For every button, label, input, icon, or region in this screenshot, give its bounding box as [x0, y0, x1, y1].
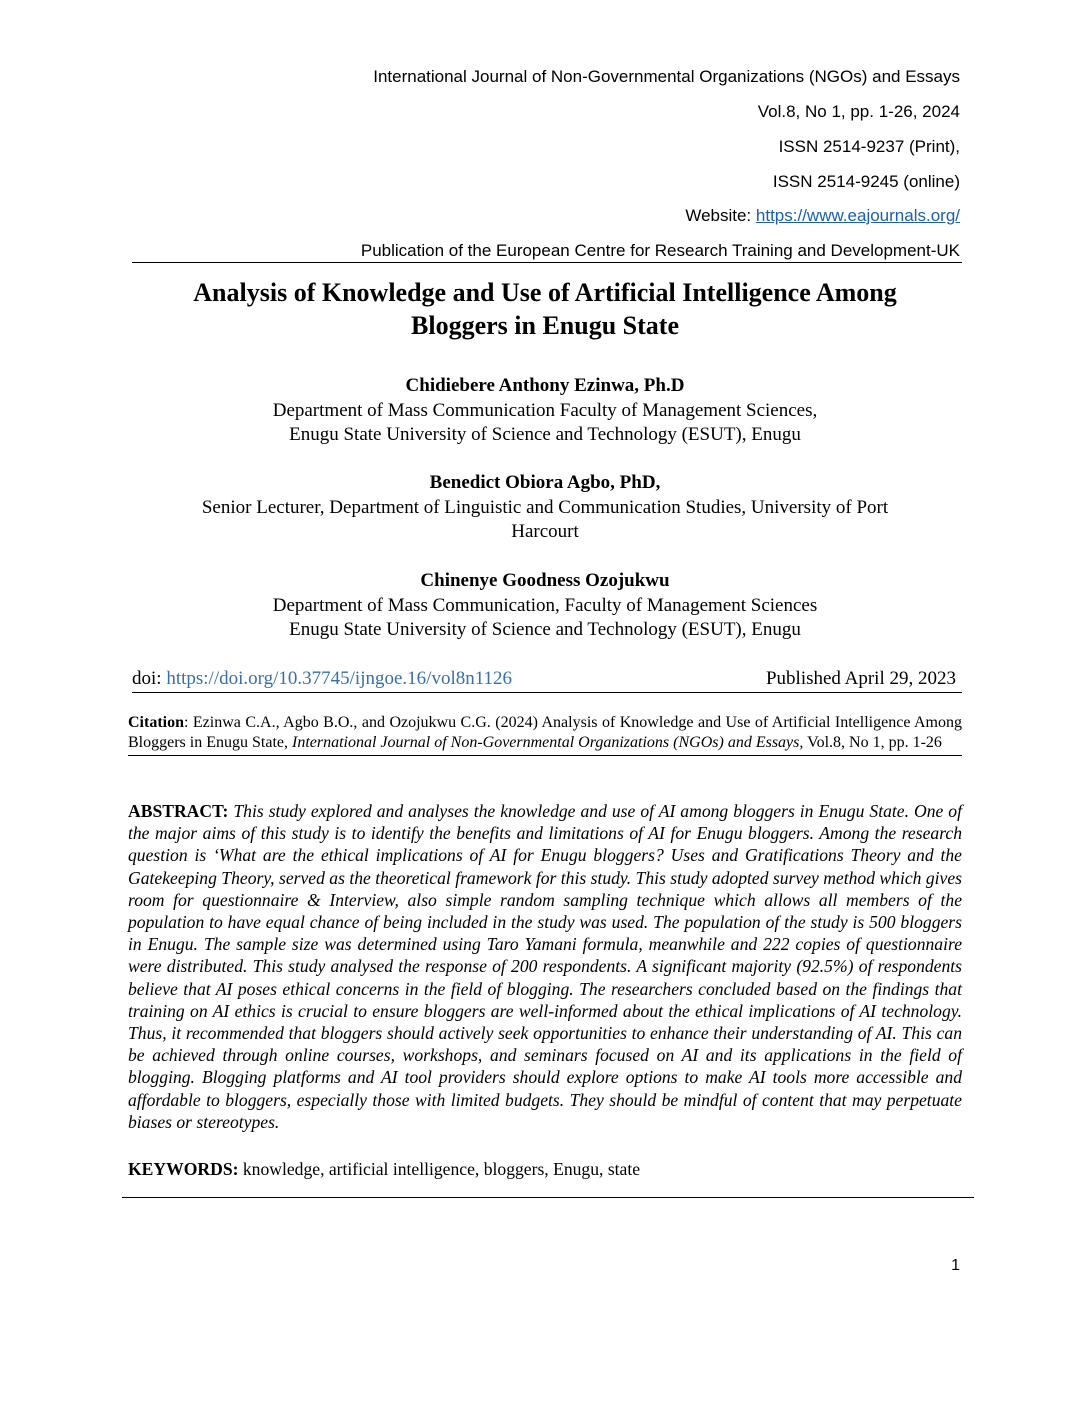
issn-online: ISSN 2514-9245 (online) [772, 172, 960, 191]
keywords [128, 1158, 962, 1180]
author-affiliation: Enugu State University of Science and Technology (ESUT), Enugu [289, 619, 801, 640]
issn-print: ISSN 2514-9237 (Print), [778, 137, 960, 156]
author-block-2 [130, 471, 960, 545]
doi-row [132, 666, 962, 693]
abstract [128, 800, 962, 1133]
website-line [685, 205, 960, 227]
footer-divider [122, 1197, 974, 1198]
author-affiliation: Harcourt [511, 521, 579, 542]
author-affiliation: Department of Mass Communication Faculty of Management Sciences, [272, 399, 818, 421]
author-name: Chinenye Goodness Ozojukwu [420, 570, 670, 591]
author-block-3 [130, 569, 960, 643]
author-name: Chidiebere Anthony Ezinwa, Ph.D [405, 375, 685, 396]
citation-journal: International Journal of Non-Governmental Organizations (NGOs) and Essays, [291, 734, 804, 751]
abstract-text: This study explored and analyses the knowledge and use of AI among bloggers in Enugu State. One of the major aims of this study is to identify the benefits and limitations of AI for Enugu bloggers. Among the research question is ‘What are the ethical implications of AI for Enugu bloggers? Uses and Gratifications Theory and the Gatekeeping Theory, served as the theoretical framework for this study. This study adopted survey method which gives room for questionnaire & Interview, also simple random sampling technique which allows all members of the population to have equal chance of being included in the study was used. The population of the study is 500 bloggers in Enugu. The sample size was determined using Taro Yamani formula, meanwhile and 222 copies of questionnaire were distributed. This study analysed the response of 200 respondents. A significant majority (92.5%) of respondents believe that AI poses ethical concerns in the field of blogging. The researchers concluded based on the findings that training on AI ethics is crucial to ensure bloggers are well-informed about the ethical implications of AI technology. Thus, it recommended that bloggers should actively seek opportunities to enhance their understanding of AI. This can be achieved through online courses, workshops, and seminars focused on AI and its applications in the field of blogging. Blogging platforms and AI tool providers should explore options to make AI tools more accessible and affordable to bloggers, especially those with limited budgets. They should be mindful of content that may perpetuate biases or stereotypes. [128, 801, 962, 1132]
citation-volume: Vol.8, No 1, pp. 1-26 [803, 734, 942, 751]
keywords-text: knowledge, artificial intelligence, bloggers, Enugu, state [238, 1159, 641, 1179]
journal-name: International Journal of Non-Governmental Organizations (NGOs) and Essays [373, 67, 960, 86]
title-line-2: Bloggers in Enugu State [411, 311, 679, 340]
publisher-line: Publication of the European Centre for Research Training and Development-UK [360, 241, 960, 260]
author-affiliation: Department of Mass Communication, Faculty of Management Sciences [272, 594, 818, 616]
journal-volume: Vol.8, No 1, pp. 1-26, 2024 [757, 102, 960, 121]
published-date: Published April 29, 2023 [765, 668, 956, 689]
page-number: 1 [951, 1257, 960, 1274]
author-block-1 [130, 374, 960, 448]
doi-label: doi: [132, 668, 167, 689]
author-name: Benedict Obiora Agbo, PhD, [429, 472, 661, 493]
title-line-1: Analysis of Knowledge and Use of Artificial Intelligence Among [193, 278, 897, 307]
website-link[interactable]: https://www.eajournals.org/ [755, 206, 960, 225]
paper-title [130, 276, 960, 342]
website-label: Website: [685, 206, 756, 225]
header-divider [132, 262, 962, 263]
keywords-label: KEYWORDS: [128, 1159, 239, 1179]
citation-text: : Ezinwa C.A., Agbo B.O., and Ozojukwu C.G. (2024) Analysis of Knowledge and Use of Artificial Intelligence Among Bloggers in Enugu State, [128, 714, 962, 751]
author-affiliation: Enugu State University of Science and Technology (ESUT), Enugu [289, 424, 801, 445]
citation [128, 713, 962, 756]
citation-label: Citation [128, 714, 184, 731]
author-affiliation: Senior Lecturer, Department of Linguistic and Communication Studies, University of Port [201, 496, 889, 518]
abstract-label: ABSTRACT: [128, 801, 229, 821]
doi-link[interactable]: https://doi.org/10.37745/ijngoe.16/vol8n1126 [166, 668, 513, 689]
